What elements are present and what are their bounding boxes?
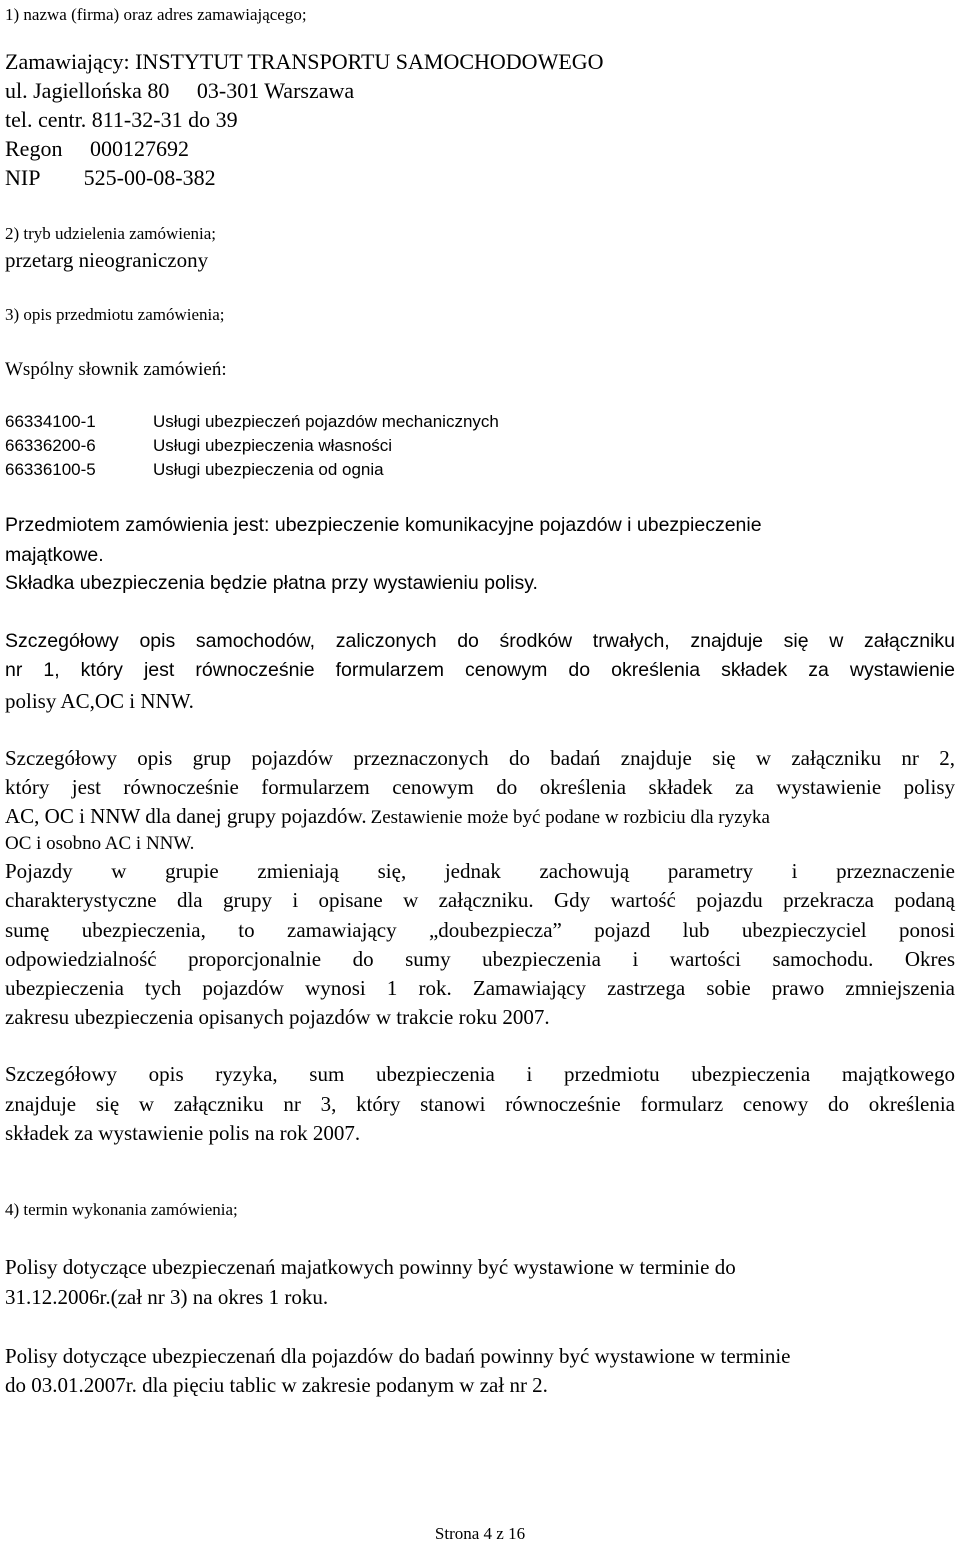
cpv-code: 66336100-5 — [5, 460, 96, 479]
cpv-name: Usługi ubezpieczenia od ognia — [153, 460, 384, 479]
section3-heading: 3) opis przedmiotu zamówienia; — [5, 305, 225, 324]
groups-paragraph-line: zakresu ubezpieczenia opisanych pojazdów w trakcie roku 2007. — [5, 1005, 550, 1029]
risk-paragraph-line: składek za wystawienie polis na rok 2007. — [5, 1121, 361, 1145]
section1-heading: 1) nazwa (firma) oraz adres zamawiającego; — [5, 5, 307, 24]
groups-paragraph-line: OC i osobno AC i NNW. — [5, 833, 195, 854]
groups-paragraph-line: Szczegółowy opis grup pojazdów przeznaczonych do badań znajduje się w załączniku nr 2, — [5, 746, 955, 770]
groups-paragraph-line: sumę ubezpieczenia, to zamawiający „doubezpiecza” pojazd lub ubezpieczyciel ponosi — [5, 918, 955, 942]
subject-line: Przedmiotem zamówienia jest: ubezpieczenie komunikacyjne pojazdów i ubezpieczenie — [5, 514, 762, 536]
groups-paragraph-line: odpowiedzialność proporcjonalnie do sumy ubezpieczenia i wartości samochodu. Okres — [5, 947, 955, 971]
orderer-name: Zamawiający: INSTYTUT TRANSPORTU SAMOCHODOWEGO — [5, 49, 604, 74]
groups-paragraph-line: ubezpieczenia tych pojazdów wynosi 1 rok. Zamawiający zastrzega sobie prawo zmniejszenia — [5, 976, 955, 1000]
cpv-heading: Wspólny słownik zamówień: — [5, 359, 227, 380]
vehicles-paragraph-line: polisy AC,OC i NNW. — [5, 689, 194, 713]
groups-paragraph-line: charakterystyczne dla grupy i opisane w załączniku. Gdy wartość pojazdu przekracza podaną — [5, 888, 955, 912]
orderer-address: ul. Jagiellońska 80 03-301 Warszawa — [5, 78, 355, 103]
cpv-name: Usługi ubezpieczeń pojazdów mechanicznych — [153, 412, 499, 431]
risk-paragraph-line: Szczegółowy opis ryzyka, sum ubezpieczenia i przedmiotu ubezpieczenia majątkowego — [5, 1062, 955, 1086]
risk-paragraph-line: znajduje się w załączniku nr 3, który stanowi równocześnie formularz cenowy do określenia — [5, 1092, 955, 1116]
cpv-name: Usługi ubezpieczenia własności — [153, 436, 393, 455]
orderer-phone: tel. centr. 811-32-31 do 39 — [5, 107, 238, 132]
procedure-value: przetarg nieograniczony — [5, 248, 209, 272]
subject-line: majątkowe. — [5, 544, 104, 566]
term-paragraph-line: Polisy dotyczące ubezpieczenań dla pojazdów do badań powinny być wystawione w terminie — [5, 1344, 791, 1368]
groups-paragraph-part: Zestawienie może być podane w rozbiciu dla ryzyka — [370, 807, 770, 828]
vehicles-paragraph-line: Szczegółowy opis samochodów, zaliczonych do środków trwałych, znajduje się w załączniku — [5, 630, 955, 652]
groups-paragraph-line: który jest równocześnie formularzem cenowym do określenia składek za wystawienie polisy — [5, 775, 955, 799]
vehicles-paragraph-line: nr 1, który jest równocześnie formularzem cenowym do określenia składek za wystawienie — [5, 659, 955, 681]
cpv-row — [5, 461, 955, 481]
term-paragraph-line: Polisy dotyczące ubezpieczenań majatkowych powinny być wystawione w terminie do — [5, 1255, 736, 1279]
term-paragraph-line: 31.12.2006r.(zał nr 3) na okres 1 roku. — [5, 1285, 329, 1309]
orderer-regon: Regon 000127692 — [5, 136, 189, 161]
section4-heading: 4) termin wykonania zamówienia; — [5, 1200, 238, 1219]
groups-paragraph-part: AC, OC i NNW dla danej grupy pojazdów. — [5, 804, 367, 828]
subject-line: Składka ubezpieczenia będzie płatna przy wystawieniu polisy. — [5, 572, 538, 594]
cpv-code: 66336200-6 — [5, 436, 96, 455]
cpv-code: 66334100-1 — [5, 412, 96, 431]
section2-heading: 2) tryb udzielenia zamówienia; — [5, 224, 216, 243]
orderer-nip: NIP 525-00-08-382 — [5, 165, 216, 190]
page-number: Strona 4 z 16 — [434, 1524, 526, 1543]
cpv-row — [5, 413, 955, 433]
groups-paragraph-line: Pojazdy w grupie zmieniają się, jednak zachowują parametry i przeznaczenie — [5, 859, 955, 883]
cpv-row — [5, 437, 955, 457]
groups-paragraph-line — [5, 806, 955, 827]
term-paragraph-line: do 03.01.2007r. dla pięciu tablic w zakresie podanym w zał nr 2. — [5, 1373, 548, 1397]
